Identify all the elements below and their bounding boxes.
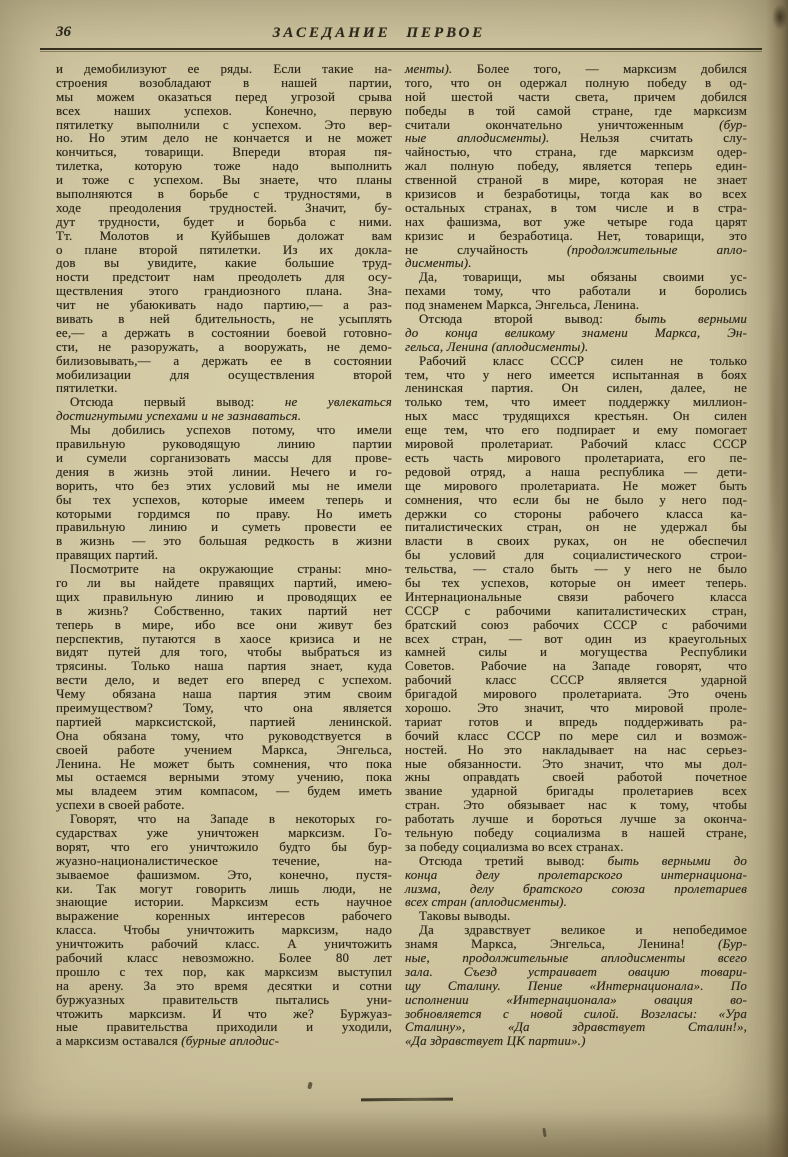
text-line: жны оправдать своей работой почетное [405, 769, 747, 785]
text-line: на арену. За это время десятки и сотни [56, 977, 392, 993]
text-line: Мы добились успехов потому, что имели [70, 422, 392, 438]
text-line: ще мирового пролетариата. Не может быть [405, 477, 747, 493]
text-line: строения возобладают в нашей партии, [56, 74, 392, 90]
text-line: знамя Маркса, Энгельса, Ленина! (Бур- [405, 936, 747, 952]
text-line: правильную линию и суметь провести ее [56, 519, 392, 535]
text-line: Ленина. Не может быть сомнения, что пока [56, 755, 392, 771]
text-line: билизовывать,— а держать ее в состоянии [56, 352, 392, 368]
text-line: мы владеем этим компасом, — будем иметь [56, 783, 392, 799]
text-line: бы тех успехов, которые имеем теперь и [56, 491, 392, 507]
text-line: чтожить марксизм. И что же? Буржуаз- [56, 1005, 392, 1021]
text-line: бы тех успехов, которые он имеет теперь. [405, 574, 747, 590]
text-line: кризисов и безработицы, тогда как во всех [405, 186, 747, 202]
text-line: дут трудности, будет и борьба с ними. [56, 213, 392, 229]
text-line: успехи в своей работе. [56, 797, 185, 813]
text-line: класса. Чтобы уничтожить марксизм, надо [56, 922, 392, 938]
paragraph [56, 562, 392, 812]
text-line: и демобилизуют ее ряды. Если такие на- [56, 61, 392, 76]
text-line: ные аплодисменты). Нельзя считать слу- [405, 130, 747, 146]
page-edge-shadow [766, 0, 788, 1157]
paragraph [405, 270, 747, 312]
paragraph [405, 923, 747, 1048]
text-line: мировой пролетариат. Рабочий класс СССР [405, 436, 747, 452]
paragraph [56, 812, 392, 1048]
text-line: победы в той самой стране, где марксизм [405, 102, 747, 118]
text-line: Таковы выводы. [419, 908, 511, 924]
text-line: зобновляется с новой силой. Возгласы: «Ура [405, 1005, 747, 1021]
paragraph [405, 312, 747, 354]
text-line: которыми гордимся по праву. Но иметь [56, 505, 392, 521]
text-line: ной шестой части света, причем добился [405, 88, 747, 104]
text-line: кризис и безработица. Нет, товарищи, это [405, 227, 747, 243]
text-line: звание ударной бригады пролетариев всех [405, 783, 747, 799]
text-line: бы условий для социалистического строи- [405, 547, 747, 563]
page-number: 36 [56, 24, 71, 40]
text-line: щу Сталину. Пение «Интернационала». По [405, 977, 747, 993]
text-line: есть часть мирового пролетариата, его пе- [405, 449, 747, 465]
text-line: буржуазных правительств пытались уни- [56, 991, 392, 1007]
text-line: тариат готов и впредь поддерживать ра- [405, 713, 747, 729]
text-line: дения в жизнь этой линии. Нечего и го- [56, 463, 392, 479]
text-line: Чему обязана наша партия этим своим [56, 686, 392, 702]
text-line: менты). Более того, — марксизм добился [405, 61, 747, 76]
text-line: всех стран, — вот один из краеугольных [405, 630, 747, 646]
text-line: работать лучше и бороться лучше за оконча- [405, 811, 747, 827]
ink-blot [772, 4, 788, 30]
text-line: тилетка, которую тоже надо выполнить [56, 158, 392, 174]
text-line: вивать в ней бдительность, не усыплять [56, 311, 392, 327]
text-line: ее,— а держать в состоянии боевой готовно- [56, 324, 392, 340]
paragraph [405, 62, 747, 270]
text-line: ные правительства приходили и уходили, [56, 1019, 392, 1035]
bottom-fold-shadow [0, 1111, 788, 1157]
text-line: бочий класс СССР по мере сил и возмож- [405, 727, 747, 743]
text-line: рабочий класс невозможно. Более 80 лет [56, 950, 392, 965]
text-line: мы можем оказаться перед угрозой срыва [56, 88, 392, 104]
right-text-column [405, 62, 747, 1048]
text-line: но. Но этим дело не кончается и не может [56, 130, 392, 146]
text-line: рабочий класс СССР является ударной [405, 672, 747, 688]
text-line: до конца великому знамени Маркса, Эн- [405, 324, 747, 340]
text-line: пятилетки. [56, 380, 118, 396]
text-line: питалистических стран, он не удержал бы [405, 519, 747, 535]
text-line: остальных странах, в том числе и в стра- [405, 199, 747, 215]
text-line: зываемое фашизмом. Это, конечно, пустя- [56, 866, 392, 882]
text-line: видят путей для того, чтобы выбраться из [56, 644, 392, 660]
text-line: ворят, что его уничтожило будто бы бур- [56, 838, 392, 854]
paragraph [56, 423, 392, 562]
text-line: кончиться, товарищи. Впереди вторая пя- [56, 144, 392, 160]
text-line: Да здравствует великое и непобедимое [419, 922, 747, 938]
text-line: и сумели сорганизовать массы для прове- [56, 449, 392, 465]
text-line: жуазно-националистическое течение, на- [56, 852, 392, 868]
text-line: пехами тому, что работали и боролись [405, 283, 747, 299]
text-line: Тт. Молотов и Куйбышев доложат вам [56, 227, 392, 243]
text-line: не случайность (продолжительные апло- [405, 241, 747, 257]
text-line: чайностью, что страна, где марксизм одер- [405, 144, 747, 160]
text-line: мобилизации для осуществления второй [56, 366, 392, 382]
text-line: трясины. Только наша партия знает, куда [56, 658, 392, 674]
text-line: о плане второй пятилетки. Из их докла- [56, 241, 392, 257]
text-line: сомнения, что если бы не было у него под- [405, 491, 747, 507]
text-line: перспектив, путаются в хаосе кризиса и не [56, 630, 392, 646]
text-line: стран. Это обязывает нас к тому, чтобы [405, 797, 747, 813]
paper-speck [307, 1082, 313, 1090]
text-line: конца делу пролетарского интернациона- [405, 866, 747, 882]
text-line: «Да здравствует ЦК партии».) [405, 1033, 586, 1049]
text-line: хорошо. Это значит, что мировой проле- [405, 699, 747, 715]
text-line: тельства, — стало быть — у него не было [405, 561, 747, 577]
paper-smudge [768, 300, 782, 560]
text-line: прошло с тех пор, как марксизм выступил [56, 963, 392, 979]
running-header-title: ЗАСЕДАНИЕ ПЕРВОЕ [272, 25, 486, 41]
left-text-column [56, 62, 392, 1048]
text-line: держки со стороны рабочего класса ка- [405, 505, 747, 521]
text-line: дисменты). [405, 255, 472, 271]
text-line: правящих партий. [56, 547, 159, 563]
text-line: Интернациональные связи рабочего класса [405, 588, 747, 604]
text-line: ществления этого грандиозного плана. Зна- [56, 283, 392, 299]
text-line: только тем, что имеет поддержку миллион- [405, 394, 747, 410]
text-line: в жизнь? Собственно, таких партий нет [56, 602, 392, 618]
text-line: ходе преодоления трудностей. Значит, бу- [56, 199, 392, 215]
text-line: за победу социализма во всех странах. [405, 838, 624, 854]
text-line: редовой отряд, а наша республика — дети- [405, 463, 747, 479]
text-line: ностей. Но это накладывает на нас серьез- [405, 741, 747, 757]
text-line: ные, продолжительные аплодисменты всего [405, 950, 747, 965]
text-line: гельса, Ленина (аплодисменты). [405, 338, 589, 354]
paragraph [405, 909, 747, 923]
text-line: преимуществом? Тому, что она является [56, 699, 392, 715]
text-line: всех наших успехов. Конечно, первую [56, 102, 392, 118]
text-line: бригадой мирового пролетариата. Это очень [405, 686, 747, 702]
text-line: дов вы увидите, какие большие труд- [56, 255, 392, 271]
text-line: Посмотрите на окружающие страны: мно- [70, 561, 392, 577]
text-line: в жизнь — это большая редкость в жизни [56, 533, 392, 549]
text-line: уничтожить рабочий класс. А уничтожить [56, 936, 392, 952]
paragraph [405, 854, 747, 910]
text-line: чит не убаюкивать надо партию,— а раз- [56, 297, 392, 313]
text-line: тельную победу социализма в нашей стране, [405, 824, 747, 840]
text-line: жал полную победу, является теперь един- [405, 158, 747, 174]
text-line: вести дело, и ведет его вперед с успехом. [56, 672, 392, 688]
text-line: считали окончательно уничтоженным (бур- [405, 116, 747, 132]
text-line: власти в своих руках, он не обеспечил [405, 533, 747, 549]
text-line: знающие истории. Марксизм есть научное [56, 894, 392, 910]
text-line: правильную руководящую линию партии [56, 436, 392, 452]
text-line: Рабочий класс СССР силен не только [419, 352, 747, 368]
text-line: Отсюда третий вывод: быть верными до [419, 852, 748, 868]
text-line: сти, не разоружать, а вооружать, не демо- [56, 338, 392, 354]
text-line: достигнутыми успехами и не зазнаваться. [56, 408, 302, 424]
text-line: братский союз рабочих СССР с рабочими [405, 616, 747, 632]
text-line: нах фашизма, вот уже четыре года царят [405, 213, 747, 229]
text-line: Да, товарищи, мы обязаны своими ус- [419, 269, 747, 285]
text-line: того, что он одержал полную победу в од- [405, 74, 747, 90]
text-line: ные обязанности. Это значит, что мы дол- [405, 755, 747, 771]
paragraph [56, 395, 392, 423]
text-line: ки. Так могут говорить лишь люди, не [56, 880, 392, 896]
text-line: сударствах уже уничтожен марксизм. Го- [56, 824, 392, 840]
text-line: а марксизм оставался (бурные аплодис- [56, 1033, 280, 1049]
text-line: Отсюда первый вывод: не увлекаться [70, 394, 392, 410]
text-line: ворить, что без этих условий мы не имели [56, 477, 392, 493]
text-line: ственной страной в мире, которая не знает [405, 172, 747, 188]
section-end-rule [361, 1098, 453, 1101]
text-line: Советов. Рабочие на Западе говорят, что [405, 658, 747, 674]
text-line: и тоже с успехом. Вы знаете, что планы [56, 172, 392, 188]
text-line: лизма, делу братского союза пролетариев [405, 880, 747, 896]
text-line: Она обязана тому, что руководствуется в [56, 727, 392, 743]
text-line: теперь в мире, ибо все они живут без [56, 616, 392, 632]
text-line: под знаменем Маркса, Энгельса, Ленина. [405, 297, 640, 313]
text-line: выполняются в борьбе с трудностями, в [56, 186, 392, 202]
text-line: зала. Съезд устраивает овацию товари- [405, 963, 747, 979]
text-line: тем, что у него имеется испытанная в боях [405, 366, 747, 382]
text-line: щих правильную линию и проводящих ее [56, 588, 392, 604]
text-line: партией марксистской, партией ленинской. [56, 713, 392, 729]
text-line: го ли вы найдете правящих партий, имею- [56, 574, 392, 590]
text-line: всех стран (аплодисменты). [405, 894, 568, 910]
text-line: пятилетку выполнили с успехом. Это вер- [56, 116, 392, 132]
text-line: исполнении «Интернационала» овация во- [405, 991, 747, 1007]
text-line: ности предстоит нам преодолеть для осу- [56, 269, 392, 285]
text-line: Отсюда второй вывод: быть верными [419, 311, 747, 327]
text-line: ных масс трудящихся крестьян. Он силен [405, 408, 747, 424]
text-line: камней силы и могущества Республики [405, 644, 747, 660]
text-line: выражение коренных интересов рабочего [56, 908, 392, 924]
paper-speck [542, 1128, 546, 1137]
text-line: еще тем, что его подпирает и ему помогает [405, 422, 747, 438]
text-line: мы остаемся верными этому учению, пока [56, 769, 392, 785]
text-line: ленинская партия. Он силен, далее, не [405, 380, 747, 396]
paragraph [405, 354, 747, 854]
text-line: Сталину», «Да здравствует Сталин!», [405, 1019, 747, 1035]
paragraph [56, 62, 392, 395]
text-line: своей работе учением Маркса, Энгельса, [56, 741, 392, 757]
text-line: СССР с рабочими капиталистических стран, [405, 602, 747, 618]
text-line: Говорят, что на Западе в некоторых го- [70, 811, 392, 827]
header-rule [40, 48, 762, 53]
